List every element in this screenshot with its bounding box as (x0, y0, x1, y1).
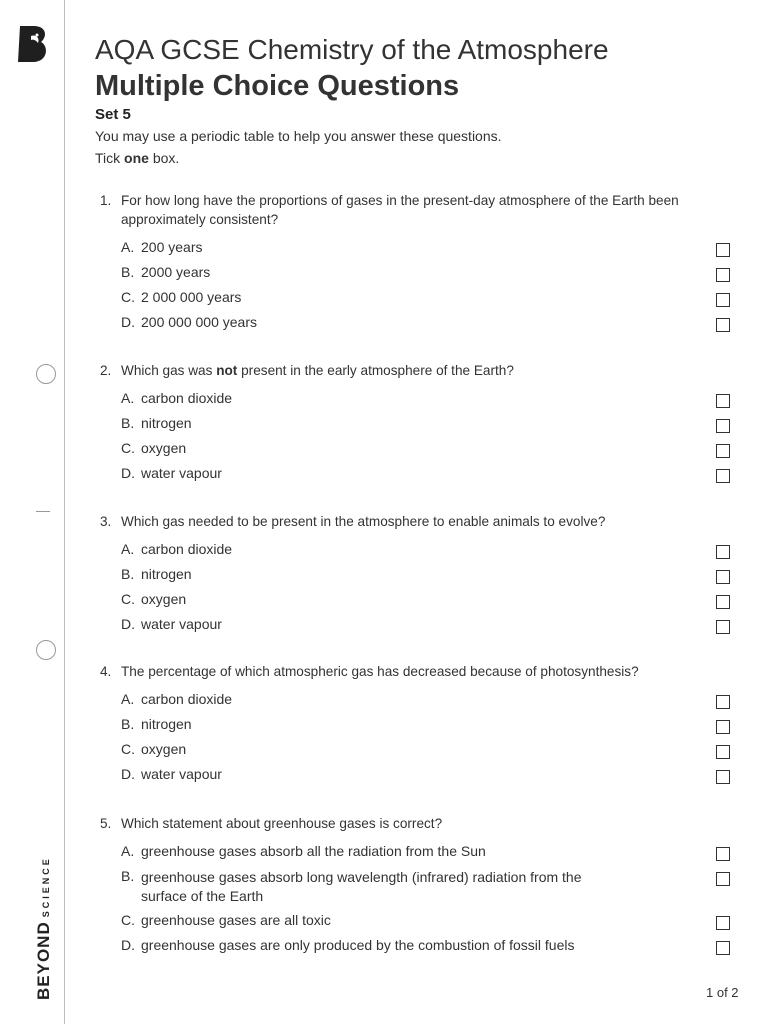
option-c (100, 587, 740, 612)
option-letter: B. (121, 566, 135, 582)
answer-checkbox[interactable] (716, 545, 730, 559)
option-letter: A. (121, 239, 135, 255)
answer-checkbox[interactable] (716, 720, 730, 734)
question-body-suffix: present in the early atmosphere of the Earth? (237, 363, 514, 378)
option-d (100, 461, 740, 486)
option-label: carbon dioxide (141, 541, 233, 557)
page-subtitle: Multiple Choice Questions (95, 70, 460, 102)
answer-checkbox[interactable] (716, 268, 730, 282)
instruction-tick-prefix: Tick (95, 150, 125, 166)
answer-checkbox[interactable] (716, 695, 730, 709)
answer-checkbox[interactable] (716, 941, 730, 955)
option-letter: A. (121, 390, 135, 406)
answer-checkbox[interactable] (716, 469, 730, 483)
option-letter: C. (121, 591, 135, 607)
beyond-logo-icon (16, 24, 50, 64)
question-text (100, 191, 740, 229)
question-number: 2. (100, 363, 112, 378)
answer-checkbox[interactable] (716, 444, 730, 458)
question-body: The percentage of which atmospheric gas has decreased because of photosynthesis? (121, 664, 639, 679)
question-2 (100, 361, 740, 486)
answer-checkbox[interactable] (716, 419, 730, 433)
question-number: 3. (100, 514, 112, 529)
question-body: For how long have the proportions of gases in the present-day atmosphere of the Earth been approximately consistent? (121, 193, 679, 227)
page-title: AQA GCSE Chemistry of the Atmosphere (95, 34, 609, 65)
option-a (100, 537, 740, 562)
option-b (100, 260, 740, 285)
option-label: nitrogen (141, 716, 192, 732)
question-body-bold: not (216, 363, 238, 378)
brand-word-science: SCIENCE (41, 856, 51, 918)
page-number: 1 of 2 (706, 985, 739, 1000)
question-body-prefix: Which gas was (121, 363, 217, 378)
option-label: water vapour (141, 766, 222, 782)
option-letter: A. (121, 541, 135, 557)
option-label: carbon dioxide (141, 390, 233, 406)
brand-wordmark (34, 856, 54, 1000)
option-label: oxygen (141, 741, 187, 757)
option-label: greenhouse gases absorb long wavelength (infrared) radiation from the surface of the Earth (141, 869, 582, 904)
option-letter: D. (121, 314, 135, 330)
question-5 (100, 814, 740, 958)
option-letter: C. (121, 741, 135, 757)
question-text (100, 662, 740, 681)
answer-checkbox[interactable] (716, 394, 730, 408)
punch-hole-top (36, 364, 56, 384)
option-label: 2 000 000 years (141, 289, 242, 305)
option-letter: A. (121, 843, 135, 859)
option-letter: D. (121, 616, 135, 632)
option-label: greenhouse gases are all toxic (141, 912, 331, 928)
question-text (100, 361, 740, 380)
answer-checkbox[interactable] (716, 293, 730, 307)
option-b (100, 864, 740, 908)
option-b (100, 562, 740, 587)
option-c (100, 737, 740, 762)
option-label: nitrogen (141, 415, 192, 431)
answer-checkbox[interactable] (716, 620, 730, 634)
set-label: Set 5 (95, 106, 131, 123)
answer-checkbox[interactable] (716, 595, 730, 609)
question-number: 5. (100, 816, 112, 831)
option-label: oxygen (141, 591, 187, 607)
question-body: Which statement about greenhouse gases is correct? (121, 816, 443, 831)
margin-line (64, 0, 65, 1024)
option-c (100, 436, 740, 461)
punch-hole-bottom (36, 640, 56, 660)
question-text (100, 814, 740, 833)
option-label: oxygen (141, 440, 187, 456)
question-text (100, 512, 740, 531)
question-4 (100, 662, 740, 787)
option-c (100, 908, 740, 933)
option-label: carbon dioxide (141, 691, 233, 707)
option-letter: D. (121, 766, 135, 782)
answer-checkbox[interactable] (716, 318, 730, 332)
option-label: greenhouse gases are only produced by the combustion of fossil fuels (141, 937, 575, 953)
option-d (100, 762, 740, 787)
answer-checkbox[interactable] (716, 770, 730, 784)
question-number: 1. (100, 193, 112, 208)
answer-checkbox[interactable] (716, 570, 730, 584)
option-letter: B. (121, 264, 135, 280)
option-c (100, 285, 740, 310)
option-letter: D. (121, 465, 135, 481)
option-label: greenhouse gases absorb all the radiation from the Sun (141, 843, 486, 859)
instruction-tick (95, 150, 179, 166)
instruction-tick-bold: one (124, 150, 149, 166)
fold-mark (36, 511, 50, 512)
instruction-tick-suffix: box. (148, 150, 180, 166)
question-body: Which gas needed to be present in the atmosphere to enable animals to evolve? (121, 514, 606, 529)
answer-checkbox[interactable] (716, 916, 730, 930)
option-d (100, 933, 740, 958)
option-a (100, 687, 740, 712)
option-a (100, 235, 740, 260)
option-label: nitrogen (141, 566, 192, 582)
answer-checkbox[interactable] (716, 243, 730, 257)
option-d (100, 310, 740, 335)
option-letter: C. (121, 440, 135, 456)
option-letter: B. (121, 415, 135, 431)
option-letter: A. (121, 691, 135, 707)
option-d (100, 612, 740, 637)
option-label: water vapour (141, 616, 222, 632)
option-label: 2000 years (141, 264, 211, 280)
option-letter: B. (121, 868, 135, 884)
option-letter: D. (121, 937, 135, 953)
option-a (100, 839, 740, 864)
answer-checkbox[interactable] (716, 872, 730, 886)
option-b (100, 411, 740, 436)
question-number: 4. (100, 664, 112, 679)
option-letter: C. (121, 289, 135, 305)
option-a (100, 386, 740, 411)
answer-checkbox[interactable] (716, 847, 730, 861)
question-1 (100, 191, 740, 335)
question-3 (100, 512, 740, 637)
answer-checkbox[interactable] (716, 745, 730, 759)
option-letter: B. (121, 716, 135, 732)
option-letter: C. (121, 912, 135, 928)
option-label: water vapour (141, 465, 222, 481)
option-label: 200 000 000 years (141, 314, 257, 330)
instruction-periodic-table: You may use a periodic table to help you answer these questions. (95, 128, 502, 144)
option-label: 200 years (141, 239, 203, 255)
brand-word-beyond: BEYOND (34, 921, 53, 1000)
option-b (100, 712, 740, 737)
